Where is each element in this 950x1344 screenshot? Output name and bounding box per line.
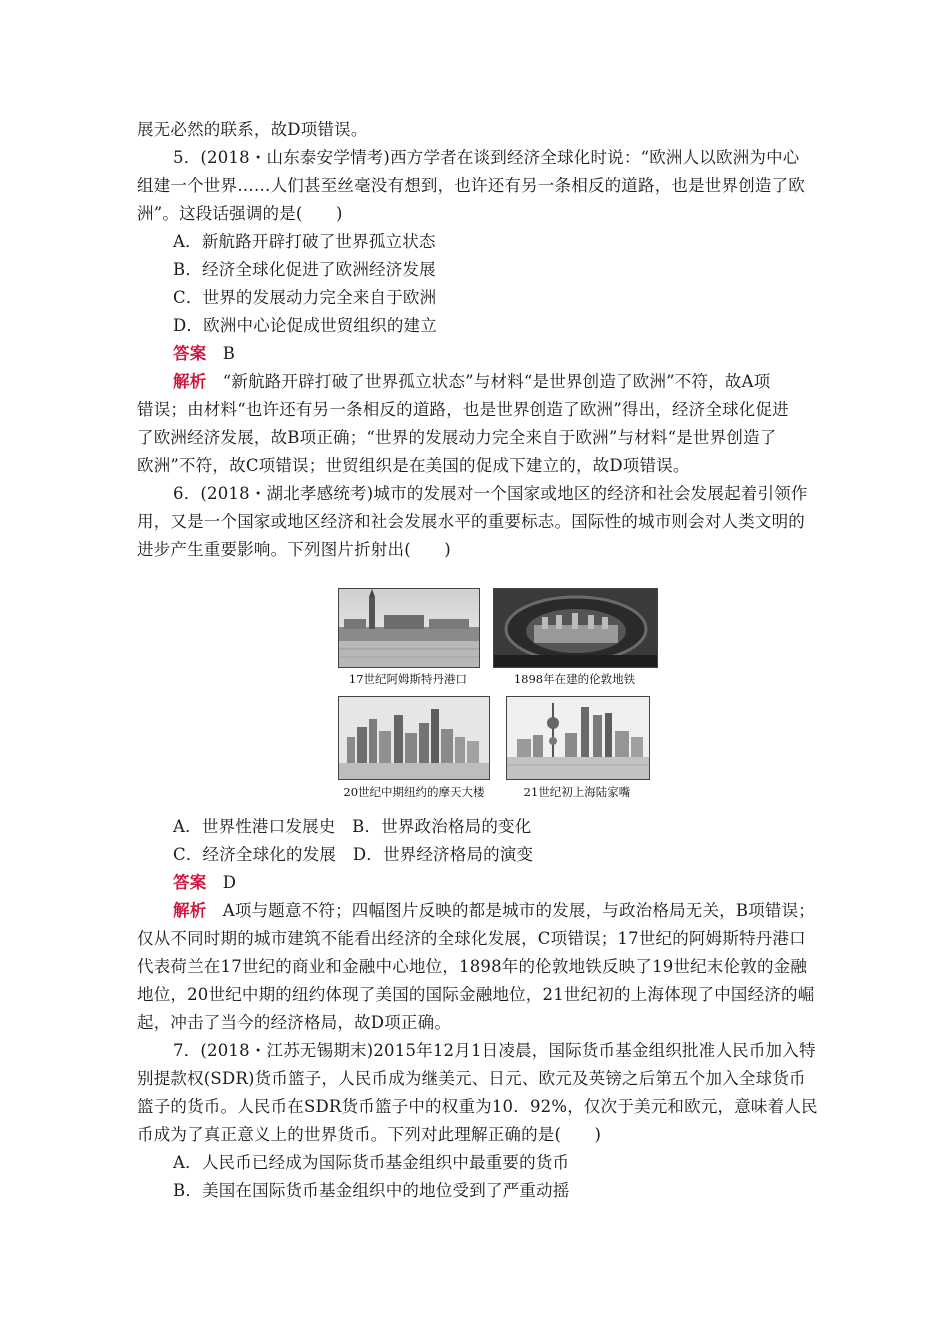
text-line: 展无必然的联系，故D项错误。 (137, 120, 368, 139)
caption-shanghai: 21世纪初上海陆家嘴 (523, 785, 631, 799)
text-line: 了欧洲经济发展，故B项正确；“世界的发展动力完全来自于欧洲”与材料“是世界创造了 (137, 428, 777, 447)
option-a: A．新航路开辟打破了世界孤立状态 (173, 232, 436, 251)
text-line: 欧洲”不符，故C项错误；世贸组织是在美国的促成下建立的，故D项错误。 (137, 456, 690, 475)
text-line: 错误；由材料“也许还有另一条相反的道路，也是世界创造了欧洲”得出，经济全球化促进 (137, 400, 789, 419)
amsterdam-port-photo (338, 588, 480, 668)
text-line: 别提款权(SDR)货币篮子，人民币成为继美元、日元、欧元及英镑之后第五个加入全球货币 (137, 1069, 806, 1088)
london-subway-photo (493, 588, 658, 668)
question-5-stem: 5．(2018・山东泰安学情考)西方学者在谈到经济全球化时说：“欧洲人以欧洲为中心 (173, 148, 800, 167)
text-line: 篮子的货币。人民币在SDR货币篮子中的权重为10．92%，仅次于美元和欧元，意味着人民 (137, 1097, 818, 1116)
analysis-line-q6 (173, 897, 817, 925)
text-line: 进步产生重要影响。下列图片折射出( ) (137, 540, 451, 559)
analysis-line-q5 (173, 368, 817, 396)
text-line: 洲”。这段话强调的是( ) (137, 204, 343, 223)
answer-line-q6 (173, 869, 817, 897)
text-line: 组建一个世界……人们甚至丝毫没有想到，也许还有另一条相反的道路，也是世界创造了欧 (137, 176, 805, 195)
text-line: 代表荷兰在17世纪的商业和金融中心地位，1898年的伦敦地铁反映了19世纪末伦敦的金融 (137, 957, 808, 976)
option-d: D．欧洲中心论促成世贸组织的建立 (173, 316, 437, 335)
analysis-text: “新航路开辟打破了世界孤立状态”与材料“是世界创造了欧洲”不符，故A项 (222, 372, 771, 391)
analysis-label: 解析 (173, 901, 207, 920)
caption-amsterdam: 17世纪阿姆斯特丹港口 (348, 672, 468, 686)
option-b: B．美国在国际货币基金组织中的地位受到了严重动摇 (173, 1181, 570, 1200)
analysis-label: 解析 (173, 372, 207, 391)
caption-new-york: 20世纪中期纽约的摩天大楼 (343, 785, 485, 799)
answer-line-q5 (173, 340, 817, 368)
answer-value: B (222, 344, 236, 363)
answer-label: 答案 (173, 873, 207, 892)
option-b: B．经济全球化促进了欧洲经济发展 (173, 260, 436, 279)
text-line: 仅从不同时期的城市建筑不能看出经济的全球化发展，C项错误；17世纪的阿姆斯特丹港口 (137, 929, 806, 948)
option-c: C．世界的发展动力完全来自于欧洲 (173, 288, 437, 307)
city-photo-figure (336, 588, 656, 810)
analysis-text: A项与题意不符；四幅图片反映的都是城市的发展，与政治格局无关，B项错误； (222, 901, 815, 920)
answer-value: D (222, 873, 237, 892)
text-line: 币成为了真正意义上的世界货币。下列对此理解正确的是( ) (137, 1125, 602, 1144)
option-a: A．人民币已经成为国际货币基金组织中最重要的货币 (173, 1153, 570, 1172)
new-york-skyline-photo (338, 696, 490, 780)
answer-label: 答案 (173, 344, 207, 363)
q6-options-ab: A．世界性港口发展史 B．世界政治格局的变化 (173, 817, 532, 836)
question-7-stem: 7．(2018・江苏无锡期末)2015年12月1日凌晨，国际货币基金组织批准人民币加入特 (173, 1041, 816, 1060)
text-line: 地位，20世纪中期的纽约体现了美国的国际金融地位，21世纪初的上海体现了中国经济的崛 (137, 985, 815, 1004)
q6-options-cd: C．经济全球化的发展 D．世界经济格局的演变 (173, 845, 534, 864)
shanghai-lujiazui-photo (506, 696, 650, 780)
text-line: 起，冲击了当今的经济格局，故D项正确。 (137, 1013, 452, 1032)
caption-london: 1898年在建的伦敦地铁 (513, 672, 636, 686)
question-6-stem: 6．(2018・湖北孝感统考)城市的发展对一个国家或地区的经济和社会发展起着引领作 (173, 484, 808, 503)
text-line: 用，又是一个国家或地区经济和社会发展水平的重要标志。国际性的城市则会对人类文明的 (137, 512, 805, 531)
